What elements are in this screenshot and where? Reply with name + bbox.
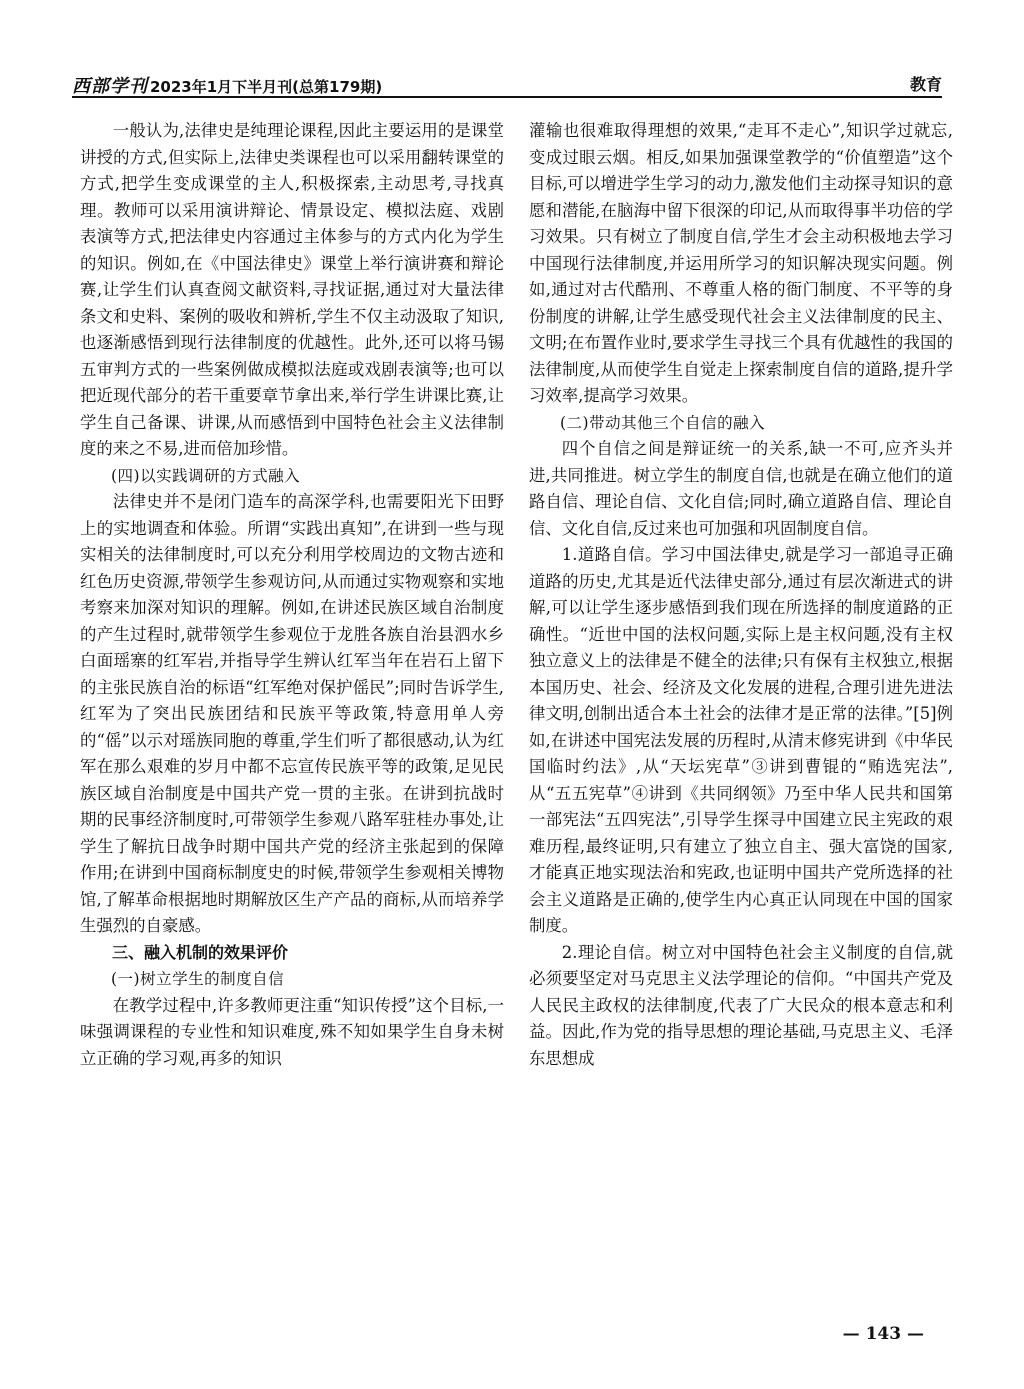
section-heading: 三、融入机制的效果评价 — [112, 942, 289, 962]
paragraph: 2.理论自信。树立对中国特色社会主义制度的自信,就必须要坚定对马克思主义法学理论的信仰。“中国共产党及人民民主政权的法律制度,代表了广大民众的根本意志和利益。因此,作为党的指导思想的理论基础,马克思主义、毛泽东思想成 — [529, 942, 953, 1068]
paragraph: 1.道路自信。学习中国法律史,就是学习一部追寻正确道路的历史,尤其是近代法律史部分,通过有层次渐进式的讲解,可以让学生逐步感悟到我们现在所选择的制度道路的正确性。“近世中国的法权问题,实际上是主权问题,没有主权独立意义上的法律是不健全的法律;只有保有主权独立,根据本国历史、社会、经济及文化发展的进程,合理引进先进法律文明,创制出适合本土社会的法律才是正常的法律。”[5]例如,在讲述中国宪法发展的历程时,从清末修宪讲到《中华民国临时约法》,从“天坛宪草”③讲到曹锟的“贿选宪法”,从“五五宪草”④讲到《共同纲领》乃至中华人民共和国第一部宪法“五四宪法”,引导学生探寻中国建立民主宪政的艰难历程,最终证明,只有建立了独立自主、强大富饶的国家,才能真正地实现法治和宪政,也证明中国共产党所选择的社会主义道路是正确的,使学生内心真正认同现在中国的国家制度。 — [529, 545, 953, 935]
subsection-heading: (四)以实践调研的方式融入 — [111, 466, 301, 485]
section-label: 教育 — [909, 75, 942, 94]
issue-info: 2023年1月下半月刊(总第179期) — [150, 78, 383, 96]
paragraph-continued: 灌输也很难取得理想的效果,“走耳不走心”,知识学过就忘,变成过眼云烟。相反,如果加强课堂教学的“价值塑造”这个目标,可以增进学生学习的动力,激发他们主动探寻知识的意愿和潜能,在脑海中留下很深的印记,从而取得事半功倍的学习效果。只有树立了制度自信,学生才会主动积极地去学习中国现行法律制度,并运用所学习的知识解决现实问题。例如,通过对古代酷刑、不尊重人格的衙门制度、不平等的身份制度的讲解,让学生感受现代社会主义法律制度的民主、文明;在布置作业时,要求学生寻找三个具有优越性的我国的法律制度,从而使学生自觉走上探索制度自信的道路,提升学习效率,提高学习效果。 — [529, 121, 953, 405]
running-header — [72, 66, 942, 98]
subsection-heading: (一)树立学生的制度自信 — [111, 970, 285, 988]
right-column — [529, 118, 953, 1072]
left-column — [80, 118, 504, 1072]
page-number: — 143 — — [842, 1324, 924, 1344]
subsection-heading: (二)带动其他三个自信的融入 — [560, 413, 766, 432]
paragraph: 法律史并不是闭门造车的高深学科,也需要阳光下田野上的实地调查和体验。所谓“实践出真知”,在讲到一些与现实相关的法律制度时,可以充分利用学校周边的文物古迹和红色历史资源,带领学生参观访问,从而通过实物观察和实地考察来加深对知识的理解。例如,在讲述民族区域自治制度的产生过程时,就带领学生参观位于龙胜各族自治县泗水乡白面瑶寨的红军岩,并指导学生辨认红军当年在岩石上留下的主张民族自治的标语“红军绝对保护傜民”;同时告诉学生,红军为了突出民族团结和民族平等政策,特意用单人旁的“傜”以示对瑶族同胞的尊重,学生们听了都很感动,认为红军在那么艰难的岁月中都不忘宣传民族平等的政策,足见民族区域自治制度是中国共产党一贯的主张。在讲到抗战时期的民事经济制度时,可带领学生参观八路军驻桂办事处,让学生了解抗日战争时期中国共产党的经济主张起到的保障作用;在讲到中国商标制度史的时候,带领学生参观相关博物馆,了解革命根据地时期解放区生产产品的商标,从而培养学生强烈的自豪感。 — [80, 492, 504, 935]
paragraph: 四个自信之间是辩证统一的关系,缺一不可,应齐头并进,共同推进。树立学生的制度自信,也就是在确立他们的道路自信、理论自信、文化自信;同时,确立道路自信、理论自信、文化自信,反过来也可加强和巩固制度自信。 — [529, 439, 953, 538]
paragraph: 在教学过程中,许多教师更注重“知识传授”这个目标,一味强调课程的专业性和知识难度,殊不知如果学生自身未树立正确的学习观,再多的知识 — [80, 995, 504, 1068]
header-left — [72, 72, 382, 98]
journal-logo: 西部学刊 — [72, 76, 148, 97]
paragraph: 一般认为,法律史是纯理论课程,因此主要运用的是课堂讲授的方式,但实际上,法律史类课程也可以采用翻转课堂的方式,把学生变成课堂的主人,积极探索,主动思考,寻找真理。教师可以采用演讲辩论、情景设定、模拟法庭、戏剧表演等方式,把法律史内容通过主体参与的方式内化为学生的知识。例如,在《中国法律史》课堂上举行演讲赛和辩论赛,让学生们认真查阅文献资料,寻找证据,通过对大量法律条文和史料、案例的吸收和辨析,学生不仅主动汲取了知识,也逐渐感悟到现行法律制度的优越性。此外,还可以将马锡五审判方式的一些案例做成模拟法庭或戏剧表演等;也可以把近现代部分的若干重要章节拿出来,举行学生讲课比赛,让学生自己备课、讲课,从而感悟到中国特色社会主义法律制度的来之不易,进而倍加珍惜。 — [80, 121, 504, 458]
